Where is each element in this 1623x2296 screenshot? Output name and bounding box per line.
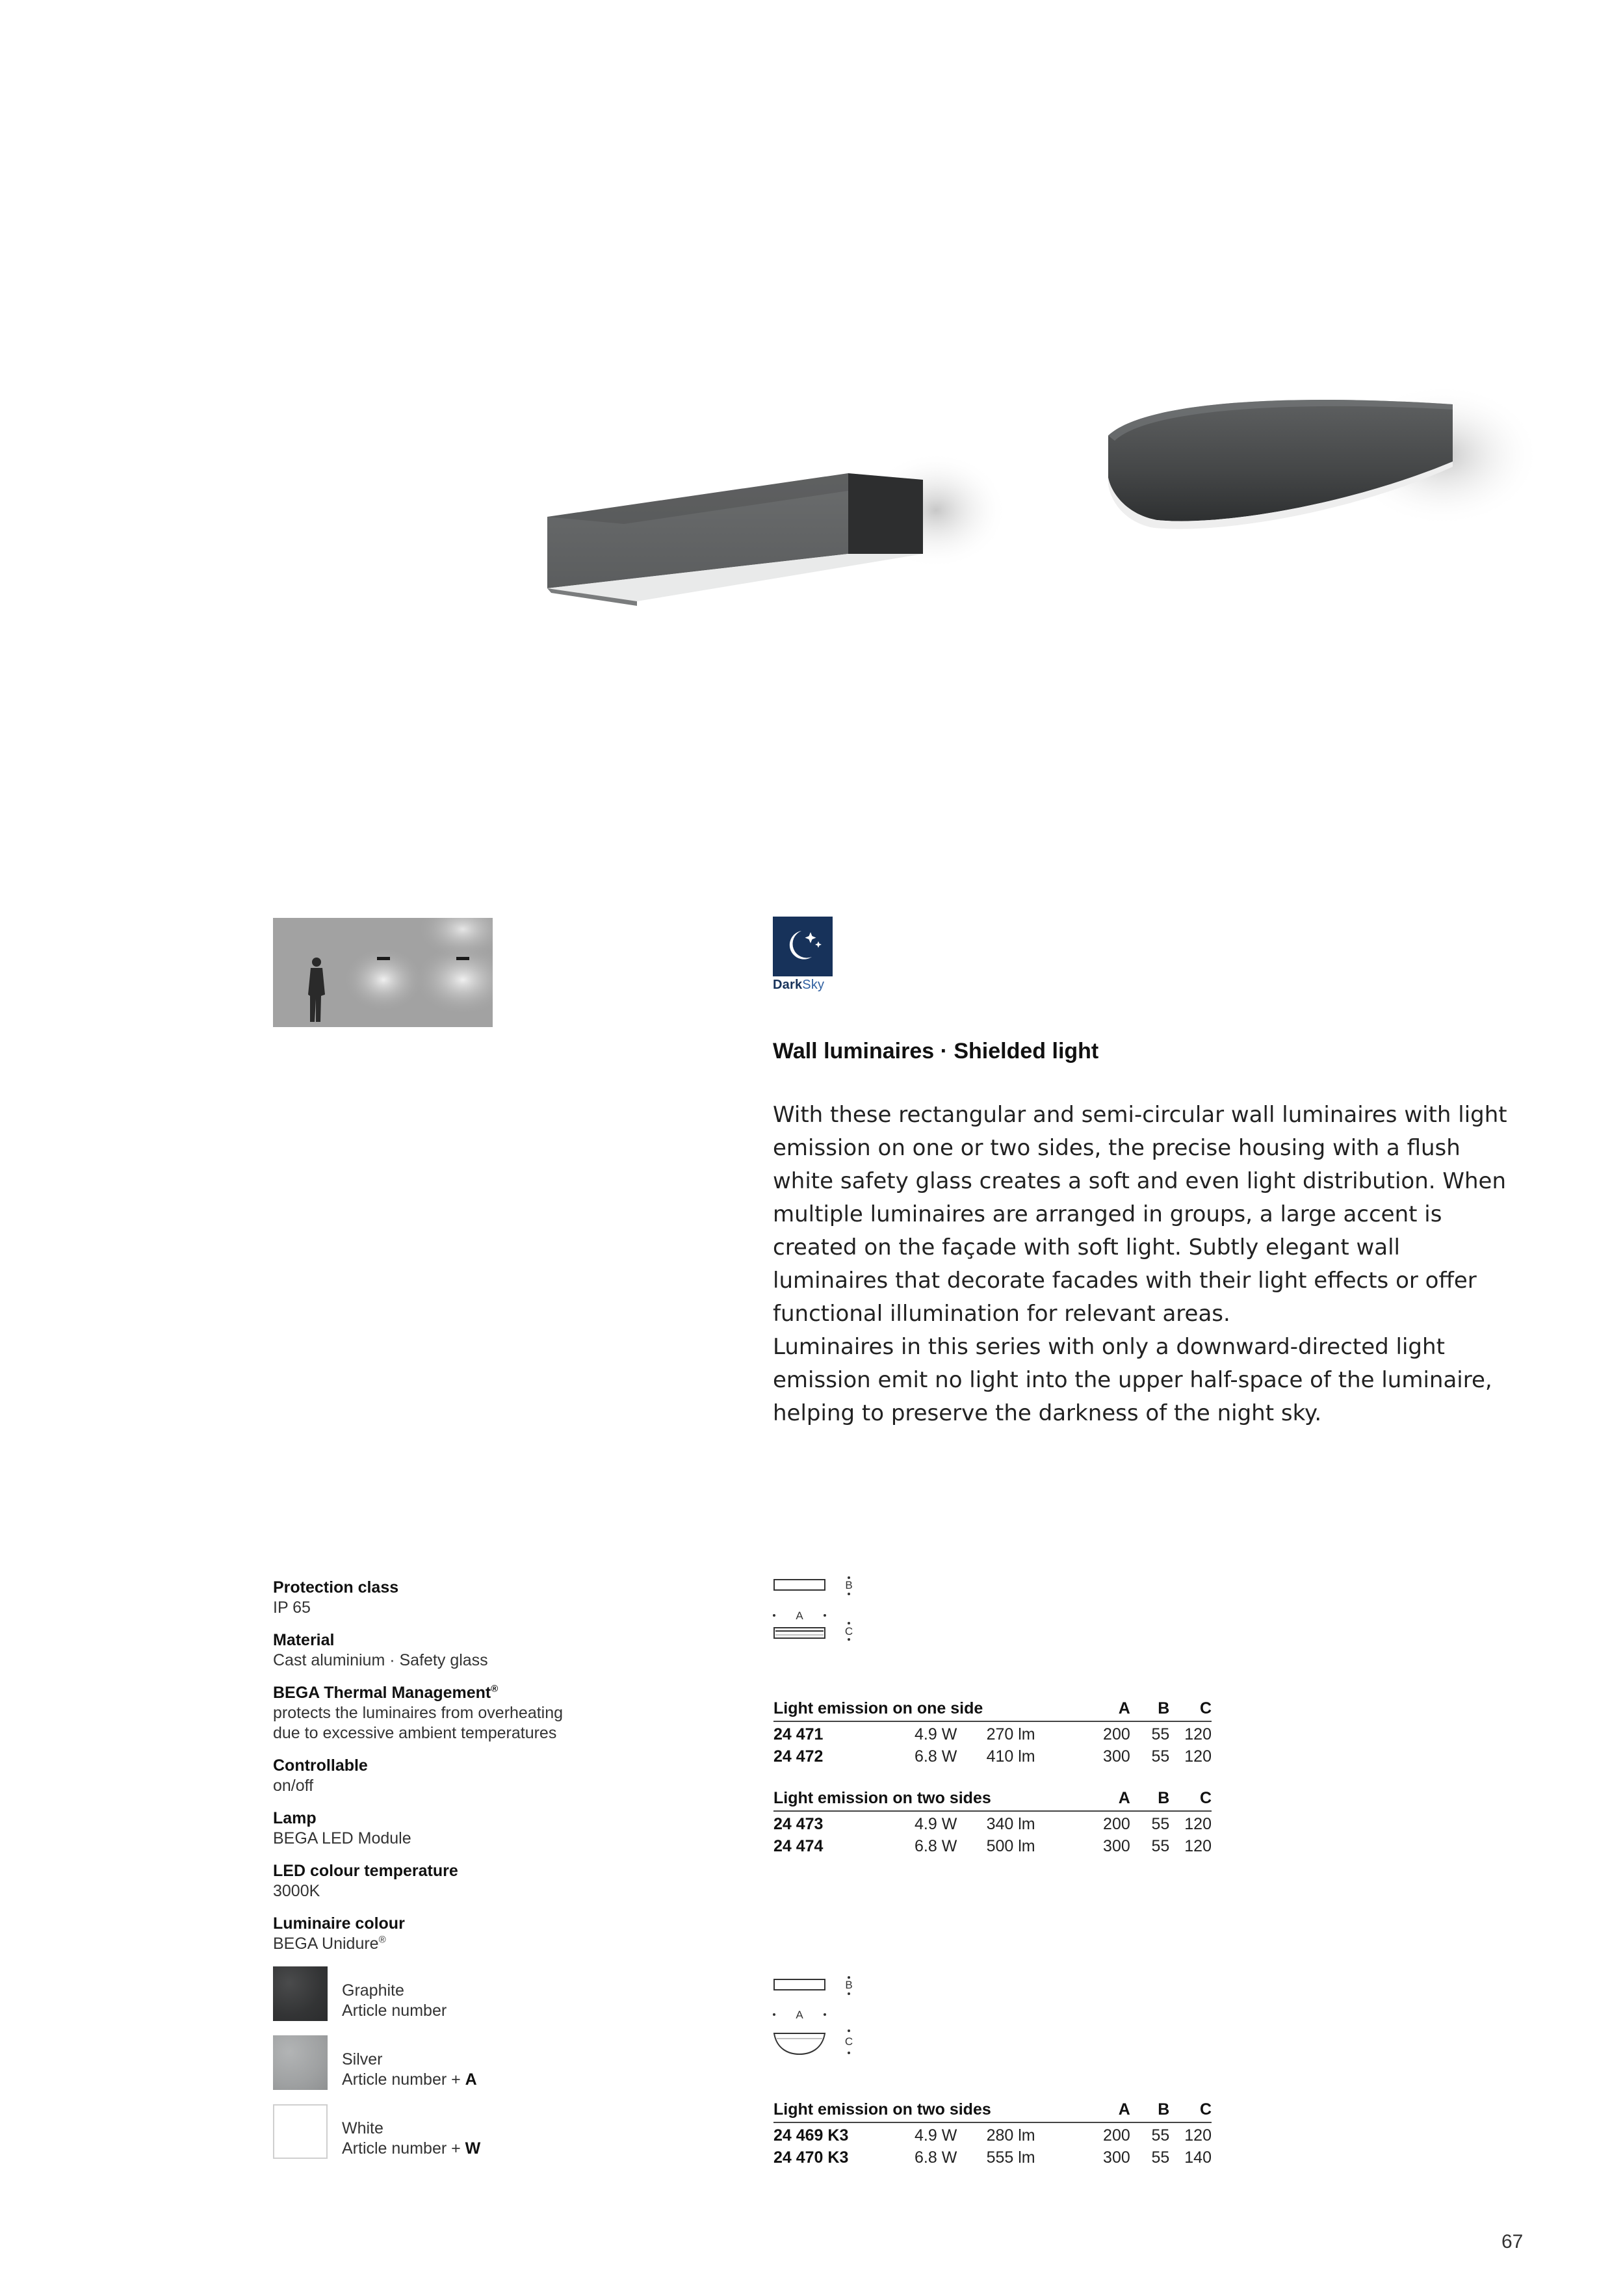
- dim-label-c: C: [844, 1625, 853, 1637]
- table-title: Light emission on one side: [773, 1699, 1088, 1721]
- table-row: 24 472 6.8 W 410 lm 300 55 120: [773, 1747, 1212, 1766]
- table-row: 24 471 4.9 W 270 lm 200 55 120: [773, 1725, 1212, 1743]
- spec-luminaire-colour: Luminaire colour BEGA Unidure®: [273, 1914, 405, 1953]
- product-hero-image: [507, 364, 1560, 637]
- specifications: [273, 1578, 637, 2173]
- table-row: 24 470 K3 6.8 W 555 lm 300 55 140: [773, 2148, 1212, 2167]
- rectangular-luminaire-image: [547, 452, 1007, 606]
- table-title: Light emission on two sides: [773, 1789, 1088, 1811]
- colour-option-white: White Article number + W: [273, 2104, 637, 2159]
- graphite-swatch: [273, 1966, 328, 2021]
- dim-label-c: C: [844, 2035, 853, 2048]
- dim-label-a: A: [796, 2009, 803, 2021]
- dim-label-b: B: [845, 1579, 853, 1591]
- section-heading: Wall luminaires · Shielded light: [773, 1039, 1099, 1063]
- table-two-sides-k3: Light emission on two sides A B C 24 469 K3 4.9 W 280 lm 200 55 120 24 470 K3 6.8 W 555 lm 300 55 140: [773, 2100, 1212, 2167]
- spec-controllable: Controllable on/off: [273, 1756, 368, 1795]
- intro-paragraph: With these rectangular and semi-circular wall luminaires with light emission on one or two sides, the precise housing with a flush white safety glass creates a soft and even light distribution. When multiple luminaires are arranged in groups, a large accent is created on the façade with soft light. Subtly elegant wall luminaires that decorate facades with their light effects or offer functional illumination for relevant areas.: [773, 1102, 1507, 1327]
- spec-thermal-management: BEGA Thermal Management® protects the luminaires from overheating due to excessive ambient temperatures: [273, 1683, 564, 1742]
- colour-option-graphite: Graphite Article number: [273, 1966, 637, 2021]
- table-two-sides: Light emission on two sides A B C 24 473 4.9 W 340 lm 200 55 120 24 474 6.8 W 500 lm 300 55 120: [773, 1789, 1212, 1855]
- semicircular-luminaire-image: [1108, 384, 1540, 529]
- spec-protection-class: Protection class IP 65: [273, 1578, 399, 1617]
- intro-text: [773, 1099, 1507, 1430]
- application-scene-image: [273, 918, 493, 1027]
- darksky-wordmark: DarkSky: [773, 978, 825, 992]
- colour-options: [273, 1966, 637, 2159]
- silver-swatch: [273, 2035, 328, 2090]
- table-title: Light emission on two sides: [773, 2100, 1088, 2122]
- dim-label-a: A: [796, 1610, 803, 1622]
- white-swatch: [273, 2104, 328, 2159]
- darksky-logo: [773, 917, 833, 995]
- dimension-drawing-semicircular: [772, 1976, 876, 2061]
- moon-stars-icon: [773, 917, 833, 976]
- intro-paragraph: Luminaires in this series with only a downward-directed light emission emit no light into the upper half-space of the luminaire, helping to preserve the darkness of the night sky.: [773, 1334, 1492, 1426]
- colour-option-silver: Silver Article number + A: [273, 2035, 637, 2090]
- table-row: 24 473 4.9 W 340 lm 200 55 120: [773, 1815, 1212, 1833]
- spec-led-colour-temperature: LED colour temperature 3000K: [273, 1862, 458, 1900]
- spec-lamp: Lamp BEGA LED Module: [273, 1809, 411, 1847]
- table-row: 24 474 6.8 W 500 lm 300 55 120: [773, 1837, 1212, 1855]
- spec-material: Material Cast aluminium · Safety glass: [273, 1631, 488, 1669]
- table-one-side: Light emission on one side A B C 24 471 4.9 W 270 lm 200 55 120 24 472 6.8 W 410 lm 300 55 120: [773, 1699, 1212, 1766]
- page-number: 67: [1501, 2231, 1524, 2252]
- dim-label-b: B: [845, 1979, 853, 1991]
- dimension-drawing-rectangular: [772, 1576, 876, 1641]
- table-row: 24 469 K3 4.9 W 280 lm 200 55 120: [773, 2126, 1212, 2145]
